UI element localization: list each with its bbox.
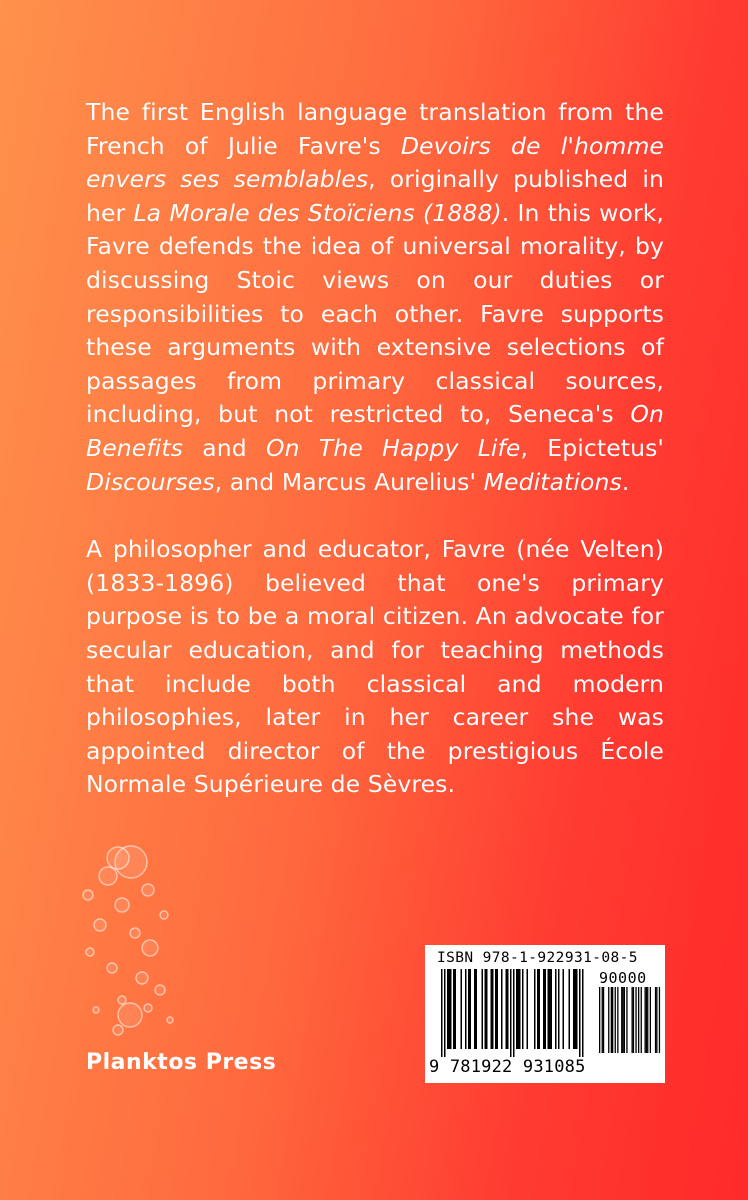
addon-bar [603, 987, 604, 1053]
addon-bar [615, 987, 616, 1053]
barcode-bar [453, 969, 455, 1049]
addon-bar [633, 987, 634, 1053]
barcode-bar [543, 969, 545, 1049]
addon-barcode-bars [597, 987, 661, 1057]
barcode-bar [563, 969, 565, 1049]
barcode-bar [497, 969, 499, 1049]
barcode-bar [576, 969, 578, 1049]
barcode-bar [516, 969, 518, 1049]
barcode-bar [501, 969, 503, 1049]
barcode-bar [549, 969, 551, 1049]
book-title-la-morale: La Morale des Stoïciens (1888) [133, 198, 502, 227]
publisher-name: Planktos Press [86, 1050, 277, 1075]
barcode-bar [486, 969, 488, 1049]
barcode-bar [492, 969, 494, 1049]
addon-bar [624, 987, 625, 1053]
barcode-bar [548, 969, 550, 1049]
barcode-bar [441, 969, 443, 1057]
barcode-bar [468, 969, 470, 1049]
addon-bar [602, 987, 603, 1053]
work-title-discourses: Discourses [86, 467, 215, 496]
addon-bar [645, 987, 646, 1053]
addon-bar [635, 987, 636, 1053]
addon-bar [621, 987, 622, 1053]
addon-bar [659, 987, 660, 1053]
barcode-bar [507, 969, 509, 1049]
work-title-on-benefits: On Benefits [86, 400, 664, 462]
barcode-bar [522, 969, 524, 1049]
barcode-bar [461, 969, 463, 1049]
barcode-bar [474, 969, 476, 1049]
barcode-bar [444, 969, 446, 1057]
barcode-bar [482, 969, 484, 1049]
barcode-bar [450, 969, 452, 1049]
barcode-bar [534, 969, 536, 1049]
ean-digits: 9 781922 931085 [429, 1057, 586, 1077]
barcode-bar [491, 969, 493, 1049]
addon-bar [612, 987, 613, 1053]
addon-bar [626, 987, 627, 1053]
addon-bar [622, 987, 623, 1053]
ean-barcode-bars [431, 969, 591, 1057]
barcode-bar [465, 969, 467, 1049]
barcode-bar [455, 969, 457, 1049]
blurb-paragraph-1: The first English language translation from the French of Julie Favre's Devoirs de l'homme envers ses semblables, originally published in her La Morale des Stoïciens (1888). In this work, Favre defends the idea of universal morality, by discussing Stoic views on our duties or responsibilities to each other. Favre supports these arguments with extensive selections of passages from primary classical sources, including, but not restricted to, Seneca's On Benefits and On The Happy Life, Epictetus' Discourses, and Marcus Aurelius' Meditations. [86, 98, 664, 496]
isbn-barcode [425, 945, 665, 1083]
addon-bar [647, 987, 648, 1053]
barcode-bar [470, 969, 472, 1049]
barcode-bar [485, 969, 487, 1049]
addon-bar [617, 987, 618, 1053]
addon-bar [656, 987, 657, 1053]
isbn-label: ISBN 978-1-922931-08-5 [437, 950, 638, 966]
addon-bar [650, 987, 651, 1053]
work-title-meditations: Meditations [483, 467, 622, 496]
barcode-bar [545, 969, 547, 1049]
barcode-bar [506, 969, 508, 1049]
barcode-bar [476, 969, 478, 1049]
barcode-bar [518, 969, 520, 1049]
barcode-bar [447, 969, 449, 1049]
price-code: 90000 [599, 969, 647, 987]
addon-bar [608, 987, 609, 1053]
barcode-bar [569, 969, 571, 1049]
barcode-bar [513, 969, 515, 1057]
barcode-bar [537, 969, 539, 1049]
barcode-bar [495, 969, 497, 1049]
barcode-bar [555, 969, 557, 1049]
addon-bar [646, 987, 647, 1053]
work-title-happy-life: On The Happy Life [266, 433, 521, 462]
barcode-bar [575, 969, 577, 1049]
back-cover-blurb [86, 96, 664, 836]
barcode-bar [527, 969, 529, 1049]
barcode-bar [510, 969, 512, 1057]
barcode-bar [579, 969, 581, 1057]
barcode-bar [539, 969, 541, 1049]
addon-bar [655, 987, 656, 1053]
barcode-bar [573, 969, 575, 1049]
barcode-bar [558, 969, 560, 1049]
addon-bar [599, 987, 600, 1053]
addon-bar [641, 987, 642, 1053]
addon-bar [632, 987, 633, 1053]
barcode-bar [449, 969, 451, 1049]
book-title-devoirs: Devoirs de l'homme envers ses semblables [86, 131, 664, 194]
barcode-bar [519, 969, 521, 1049]
addon-bar [638, 987, 639, 1053]
blurb-paragraph-2: A philosopher and educator, Favre (née Velten) (1833-1896) believed that one's primary purpose is to be a moral citizen. An advocate for secular education, and for teaching methods that include both classical and modern philosophies, later in her career she was appointed director of the prestigious École Normale Supérieure de Sèvres. [86, 535, 664, 799]
addon-bar [611, 987, 612, 1053]
barcode-bar [582, 969, 584, 1057]
barcode-bar [551, 969, 553, 1049]
